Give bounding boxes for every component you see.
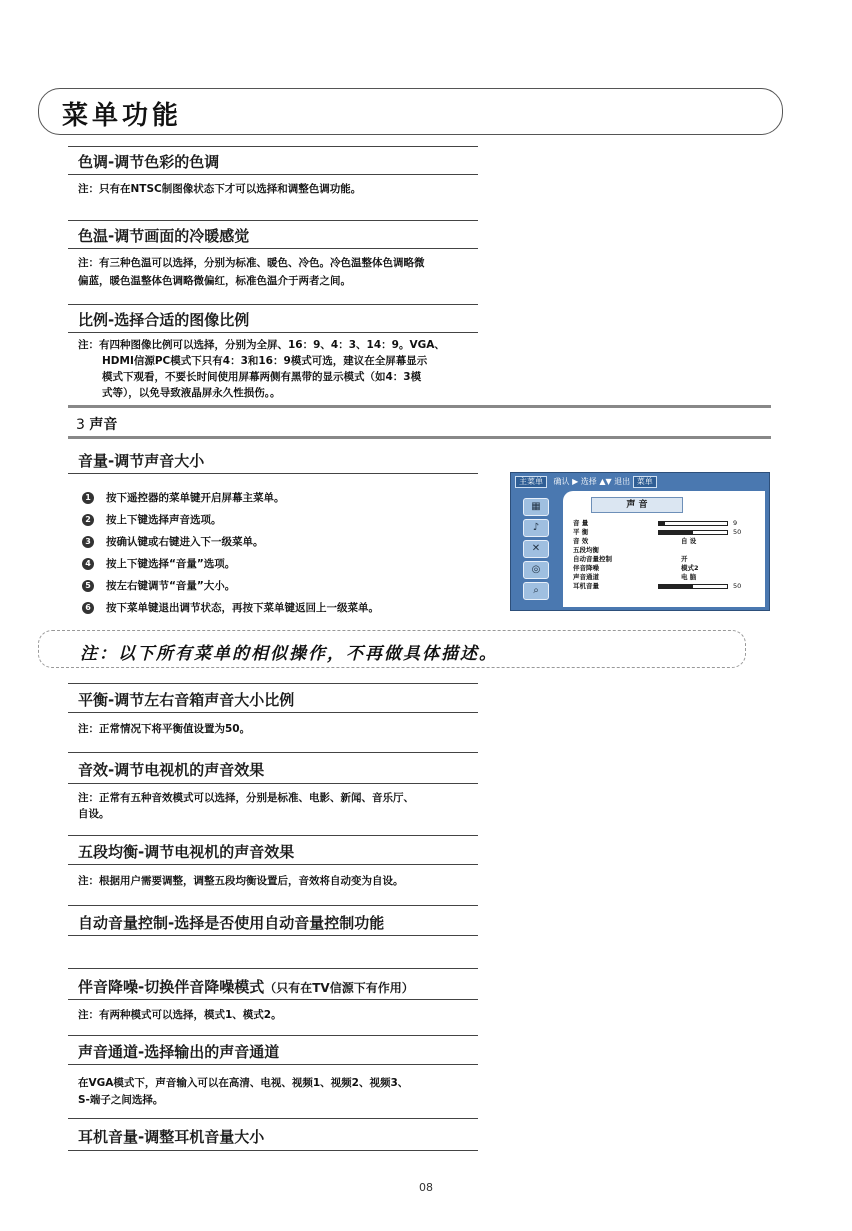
step-number: 1 xyxy=(82,492,94,504)
osd-level-fill xyxy=(659,585,693,588)
step-text: 按下菜单键退出调节状态，再按下菜单键返回上一级菜单。 xyxy=(106,602,379,614)
step-item xyxy=(82,578,235,593)
step-number: 2 xyxy=(82,514,94,526)
osd-row-label: 音 效 xyxy=(573,537,589,545)
osd-main-menu-tag: 主菜单 xyxy=(515,476,547,488)
divider xyxy=(68,332,478,333)
note-noise: 注：有两种模式可以选择，模式1、模式2。 xyxy=(78,1009,282,1021)
step-text: 按下遥控器的菜单键开启屏幕主菜单。 xyxy=(106,492,285,504)
note-channel-line2: S-端子之间选择。 xyxy=(78,1094,164,1106)
divider xyxy=(68,248,478,249)
chapter-divider xyxy=(68,405,771,408)
divider xyxy=(68,220,478,221)
divider xyxy=(68,835,478,836)
osd-row-option: 自 设 xyxy=(681,537,697,545)
step-item xyxy=(82,556,235,571)
osd-menu-screenshot xyxy=(510,472,770,611)
page-number: 08 xyxy=(419,1181,433,1194)
divider xyxy=(68,999,478,1000)
osd-menu-key: 菜单 xyxy=(633,476,657,488)
chapter-number: 3 xyxy=(76,417,85,433)
section-heading-eq: 五段均衡-调节电视机的声音效果 xyxy=(78,843,295,861)
step-text: 按确认键或右键进入下一级菜单。 xyxy=(106,536,264,548)
divider xyxy=(68,905,478,906)
step-number: 4 xyxy=(82,558,94,570)
section-heading-effect: 音效-调节电视机的声音效果 xyxy=(78,761,265,779)
divider xyxy=(68,712,478,713)
osd-panel xyxy=(563,491,765,607)
osd-level-bar xyxy=(658,521,728,526)
section-heading-headphone: 耳机音量-调整耳机音量大小 xyxy=(78,1128,265,1146)
section-heading-noise xyxy=(78,976,414,997)
divider xyxy=(68,968,478,969)
heading-text: 伴音降噪-切换伴音降噪模式 xyxy=(78,978,265,996)
osd-row-value: 50 xyxy=(733,528,742,536)
note-effect-line2: 自设。 xyxy=(78,808,110,820)
osd-row-label: 自动音量控制 xyxy=(573,555,612,563)
divider xyxy=(68,1064,478,1065)
section-heading-channel: 声音通道-选择输出的声音通道 xyxy=(78,1043,280,1061)
step-item xyxy=(82,534,264,549)
section-heading-hue: 色调-调节色彩的色调 xyxy=(78,153,220,171)
osd-row-label: 声音通道 xyxy=(573,573,599,581)
osd-row-volume xyxy=(573,519,763,528)
step-number: 6 xyxy=(82,602,94,614)
divider xyxy=(68,864,478,865)
note-aspect-line3: 模式下观看，不要长时间使用屏幕两侧有黑带的显示模式（如4：3模 xyxy=(102,371,422,383)
osd-panel-title: 声 音 xyxy=(591,497,683,513)
divider xyxy=(68,174,478,175)
osd-icon-column xyxy=(517,495,555,603)
osd-row-effect xyxy=(573,537,763,546)
note-eq: 注：根据用户需要调整，调整五段均衡设置后，音效将自动变为自设。 xyxy=(78,875,404,887)
note-aspect-line2: HDMI信源PC模式下只有4：3和16：9模式可选，建议在全屏幕显示 xyxy=(102,355,428,367)
osd-row-label: 平 衡 xyxy=(573,528,589,536)
divider xyxy=(68,1150,478,1151)
osd-nav-hint: 确认 ▶ 选择 ▲▼ 退出 xyxy=(553,477,631,486)
osd-row-option: 开 xyxy=(681,555,688,563)
note-aspect-line4: 式等），以免导致液晶屏永久性损伤。。 xyxy=(102,387,281,399)
step-item xyxy=(82,512,222,527)
divider xyxy=(68,683,478,684)
divider xyxy=(68,1118,478,1119)
section-heading-balance: 平衡-调节左右音箱声音大小比例 xyxy=(78,691,295,709)
osd-top-bar xyxy=(515,476,661,488)
chapter-heading xyxy=(76,414,117,434)
step-number: 5 xyxy=(82,580,94,592)
step-text: 按上下键选择声音选项。 xyxy=(106,514,222,526)
osd-row-label: 耳机音量 xyxy=(573,582,599,590)
note-aspect-line1: 注：有四种图像比例可以选择，分别为全屏、16：9、4：3、14：9。VGA、 xyxy=(78,339,445,351)
note-channel-line1: 在VGA模式下，声音输入可以在高清、电视、视频1、视频2、视频3、 xyxy=(78,1077,409,1089)
chapter-label: 声音 xyxy=(89,417,118,433)
note-balance: 注：正常情况下将平衡值设置为50。 xyxy=(78,723,251,735)
osd-level-fill xyxy=(659,531,693,534)
section-heading-aspect: 比例-选择合适的图像比例 xyxy=(78,311,250,329)
note-color-temp-line2: 偏蓝，暖色温整体色调略微偏红，标准色温介于两者之间。 xyxy=(78,275,351,287)
search-icon: ⌕ xyxy=(523,582,549,600)
step-text: 按左右键调节“音量”大小。 xyxy=(106,580,236,592)
osd-row-label: 五段均衡 xyxy=(573,546,599,554)
osd-row-eq xyxy=(573,546,763,555)
divider xyxy=(68,1035,478,1036)
page-title: 菜单功能 xyxy=(62,101,183,131)
note-hue: 注：只有在NTSC制图像状态下才可以选择和调整色调功能。 xyxy=(78,183,362,195)
notice-text: 注：以下所有菜单的相似操作，不再做具体描述。 xyxy=(80,644,498,664)
heading-suffix: （只有在TV信源下有作用） xyxy=(264,981,414,995)
step-item xyxy=(82,490,285,505)
divider xyxy=(68,473,478,474)
step-text: 按上下键选择“音量”选项。 xyxy=(106,558,236,570)
osd-row-headphone xyxy=(573,582,763,591)
osd-level-bar xyxy=(658,584,728,589)
divider xyxy=(68,935,478,936)
sound-icon: ♪ xyxy=(523,519,549,537)
note-effect-line1: 注：正常有五种音效模式可以选择，分别是标准、电影、新闻、音乐厅、 xyxy=(78,792,414,804)
osd-row-value: 9 xyxy=(733,519,738,527)
divider xyxy=(68,304,478,305)
divider xyxy=(68,146,478,147)
divider xyxy=(68,752,478,753)
picture-icon: ▦ xyxy=(523,498,549,516)
tools-icon: ✕ xyxy=(523,540,549,558)
osd-row-avc xyxy=(573,555,763,564)
step-number: 3 xyxy=(82,536,94,548)
osd-row-option: 电 脑 xyxy=(681,573,697,581)
divider xyxy=(68,783,478,784)
section-heading-volume: 音量-调节声音大小 xyxy=(78,452,205,470)
section-heading-avc: 自动音量控制-选择是否使用自动音量控制功能 xyxy=(78,914,385,932)
note-color-temp-line1: 注：有三种色温可以选择，分别为标准、暖色、冷色。冷色温整体色调略微 xyxy=(78,257,425,269)
osd-row-channel xyxy=(573,573,763,582)
osd-row-label: 音 量 xyxy=(573,519,589,527)
osd-row-value: 50 xyxy=(733,582,742,590)
settings-icon: ◎ xyxy=(523,561,549,579)
osd-row-noise xyxy=(573,564,763,573)
osd-row-option: 模式2 xyxy=(681,564,699,572)
osd-row-label: 伴音降噪 xyxy=(573,564,599,572)
chapter-divider xyxy=(68,436,771,439)
step-item xyxy=(82,600,379,615)
osd-row-balance xyxy=(573,528,763,537)
osd-level-fill xyxy=(659,522,665,525)
section-heading-color-temp: 色温-调节画面的冷暖感觉 xyxy=(78,227,250,245)
osd-level-bar xyxy=(658,530,728,535)
